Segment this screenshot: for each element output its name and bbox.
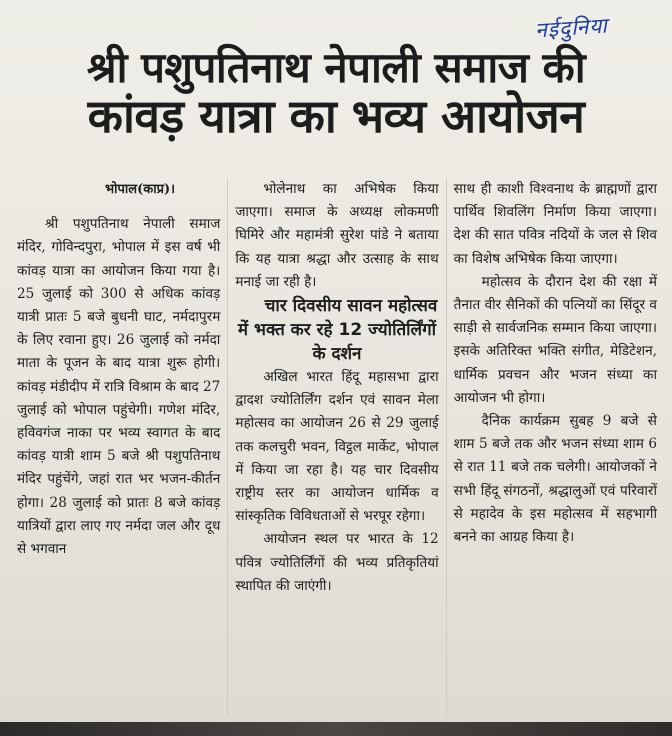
column-2-paragraph-3: आयोजन स्थल पर भारत के 12 पवित्र ज्योतिर्लिंगों की भव्य प्रतिकृतियां स्थापित की जाएंगी। (235, 531, 439, 594)
column-1-paragraph: श्री पशुपतिनाथ नेपाली समाज मंदिर, गोविन्दपुरा, भोपाल में इस वर्ष भी कांवड़ यात्रा का आयोजन किया गया है। 25 जुलाई को 300 से अधिक कांवड़ यात्री प्रातः 5 बजे बुधनी घाट, नर्मदापुरम के लिए रवाना हुए। 26 जुलाई को नर्मदा माता के पूजन के बाद यात्रा शुरू होगी। कांवड़ मंडीदीप में रात्रि विश्राम के बाद 27 जुलाई को भोपाल पहुंचेगी। गणेश मंदिर, हविवगंज नाका पर भव्य स्वागत के बाद कांवड़ यात्री शाम 5 बजे श्री पशुपतिनाथ मंदिर पहुंचेंगे, जहां रात भर भजन-कीर्तन होगा। 28 जुलाई को प्रातः 8 बजे कांवड़ यात्रियों द्वारा लाए गए नर्मदा जल और दूध से भगवान (17, 216, 221, 558)
column-3-paragraph-2: महोत्सव के दौरान देश की रक्षा में तैनात वीर सैनिकों की पत्नियों का सिंदूर व साड़ी से सार्वजनिक सम्मान किया जाएगा। इसके अतिरिक्त भक्ति संगीत, मेडिटेशन, धार्मिक प्रवचन और भजन संध्या का आयोजन भी होगा। (453, 273, 657, 406)
handwritten-source-note: नईदुनिया (534, 13, 609, 43)
headline-line-2: कांवड़ यात्रा का भव्य आयोजन (87, 89, 585, 144)
headline-line-1: श्री पशुपतिनाथ नेपाली समाज की (86, 43, 586, 92)
column-3-paragraph-1: साथ ही काशी विश्वनाथ के ब्राह्मणों द्वारा पार्थिव शिवलिंग निर्माण किया जाएगा। देश की सात पवित्र नदियों के जल से शिव का विशेष अभिषेक किया जाएगा। (453, 181, 657, 267)
column-2-paragraph-1: भोलेनाथ का अभिषेक किया जाएगा। समाज के अध्यक्ष लोकमणी घिमिरे और महामंत्री सुरेश पांडे ने बताया कि यह यात्रा श्रद्धा और उत्साह के साथ मनाई जा रही है। (235, 181, 439, 290)
page-edge-shadow (0, 722, 672, 736)
column-3 (446, 178, 664, 716)
column-1 (10, 178, 227, 716)
column-2 (227, 178, 445, 716)
headline (8, 44, 664, 143)
article-columns (10, 178, 664, 716)
column-2-paragraph-2: अखिल भारत हिंदू महासभा द्वारा द्वादश ज्योतिर्लिंग दर्शन एवं सावन मेला महोत्सव का आयोजन 26 से 29 जुलाई तक कलचुरी भवन, विट्ठल मार्केट, भोपाल में किया जा रहा है। यह चार दिवसीय राष्ट्रीय स्तर का आयोजन धार्मिक व सांस्कृतिक विविधताओं से भरपूर रहेगा। (235, 369, 439, 525)
dateline: भोपाल(काप्र)। (105, 182, 176, 197)
subheading: चार दिवसीय सावन महोत्सव में भक्त कर रहे 12 ज्योतिर्लिंगों के दर्शन (237, 296, 438, 365)
column-3-paragraph-3: दैनिक कार्यक्रम सुबह 9 बजे से शाम 5 बजे तक और भजन संध्या शाम 6 से रात 11 बजे तक चलेगी। आयोजकों ने सभी हिंदू संगठनों, श्रद्धालुओं एवं परिवारों से महादेव के इस महोत्सव में सहभागी बनने का आग्रह किया है। (453, 413, 657, 546)
